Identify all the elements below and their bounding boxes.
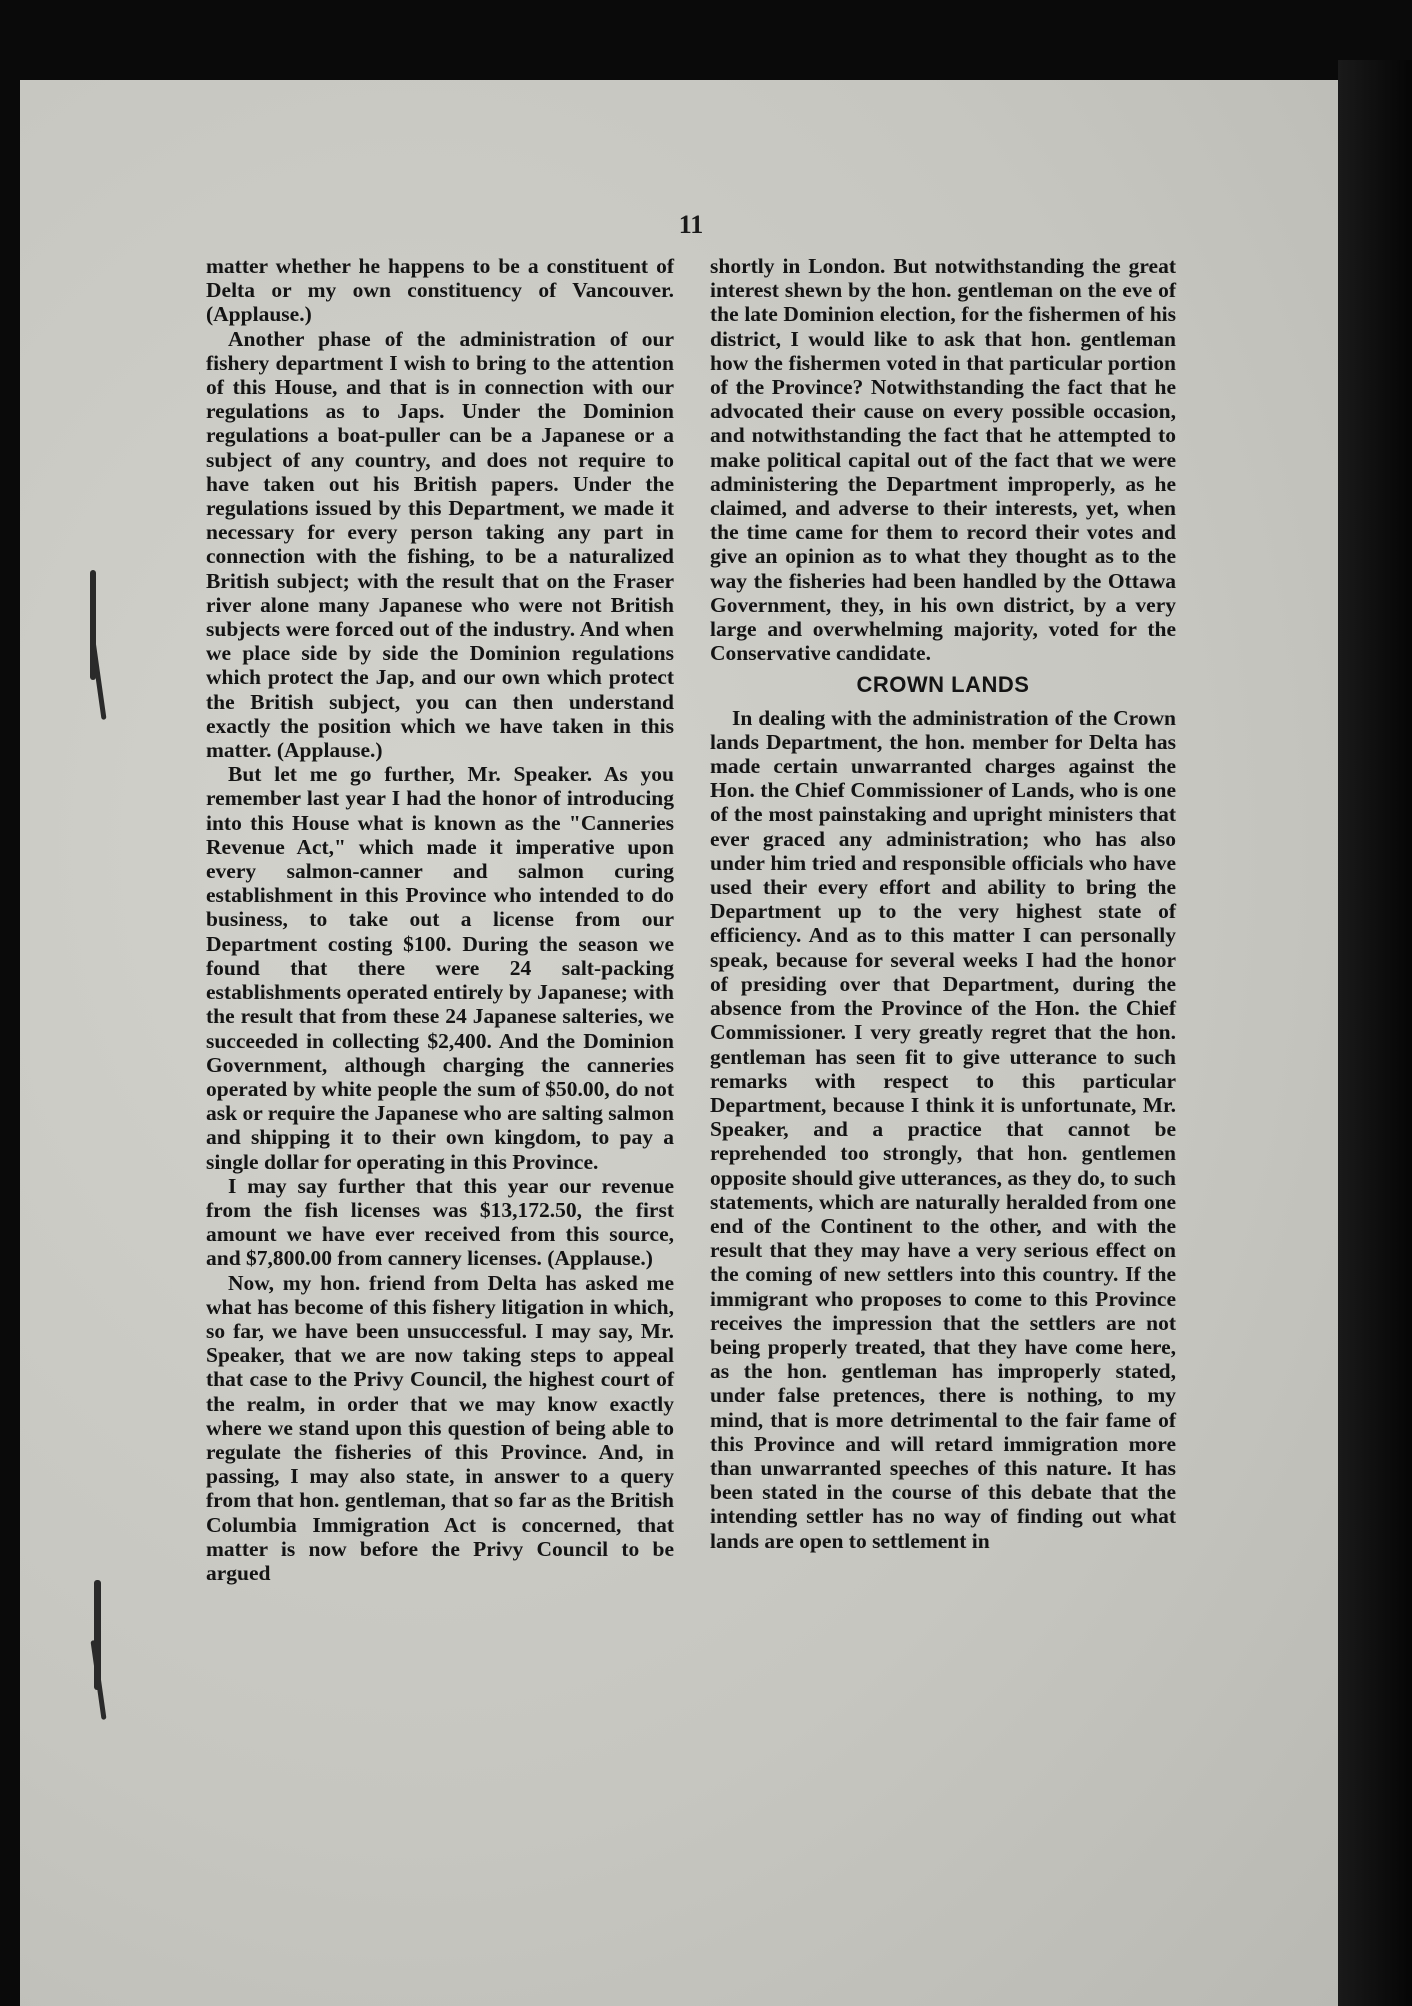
scan-edge-shadow xyxy=(1338,60,1412,2006)
left-column xyxy=(206,254,674,1585)
paragraph: matter whether he happens to be a constituent of Delta or my own constituency of Vancouver. (Applause.) xyxy=(206,254,674,327)
page-number: 11 xyxy=(678,210,704,239)
paragraph: In dealing with the administration of the Crown lands Department, the hon. member for Delta has made certain unwarranted charges against the Hon. the Chief Commissioner of Lands, who is one of the most painstaking and upright ministers that ever graced any administration; who has also under him tried and responsible officials who have used their every effort and ability to bring the Department up to the very highest state of efficiency. And as to this matter I can personally speak, because for several weeks I had the honor of presiding over that Department, during the absence from the Province of the Hon. the Chief Commissioner. I very greatly regret that the hon. gentleman has seen fit to give utterance to such remarks with respect to this particular Department, because I think it is unfortunate, Mr. Speaker, and a practice that cannot be reprehended too strongly, that hon. gentlemen opposite should give utterances, as they do, to such statements, which are naturally heralded from one end of the Continent to the other, and with the result that they may have a very serious effect on the coming of new settlers into this country. If the immigrant who proposes to come to this Province receives the impression that the settlers are not being properly treated, that they have come here, as the hon. gentleman has improperly stated, under false pretences, there is nothing, to my mind, that is more detrimental to the fair fame of this Province and will retard immigration more than unwarranted speeches of this nature. It has been stated in the course of this debate that the intending settler has no way of finding out what lands are open to settlement in xyxy=(710,705,1176,1553)
section-heading: CROWN LANDS xyxy=(856,672,1030,698)
paragraph: Another phase of the administration of our fishery department I wish to bring to the attention of this House, and that is in connection with our regulations as to Japs. Under the Dominion regulations a boat-puller can be a Japanese or a subject of any country, and does not require to have taken out his British papers. Under the regulations issued by this Department, we made it necessary for every person taking any part in connection with the fishing, to be a naturalized British subject; with the result that on the Fraser river alone many Japanese who were not British subjects were forced out of the industry. And when we place side by side the Dominion regulations which protect the Jap, and our own which protect the British subject, you can then understand exactly the position which we have taken in this matter. (Applause.) xyxy=(206,326,674,763)
paragraph: I may say further that this year our revenue from the fish licenses was $13,172.50, the first amount we have ever received from this source, and $7,800.00 from cannery licenses. (Applause.) xyxy=(206,1173,674,1271)
paragraph: shortly in London. But notwithstanding the great interest shewn by the hon. gentleman on the eve of the late Dominion election, for the fishermen of his district, I would like to ask that hon. gentleman how the fishermen voted in that particular portion of the Province? Notwithstanding the fact that he advocated their cause on every possible occasion, and notwithstanding the fact that he attempted to make political capital out of the fact that we were administering the Department improperly, as he claimed, and adverse to their interests, yet, when the time came for them to record their votes and give an opinion as to what they thought as to the way the fisheries had been handled by the Ottawa Government, they, in his own district, by a very large and overwhelming majority, voted for the Conservative candidate. xyxy=(710,254,1176,666)
paragraph: But let me go further, Mr. Speaker. As you remember last year I had the honor of introducing into this House what is known as the "Canneries Revenue Act," which made it imperative upon every salmon-canner and salmon curing establishment in this Province who intended to do business, to take out a license from our Department costing $100. During the season we found that there were 24 salt-packing establishments operated entirely by Japanese; with the result that from these 24 Japanese salteries, we succeeded in collecting $2,400. And the Dominion Government, although charging the canneries operated by white people the sum of $50.00, do not ask or require the Japanese who are salting salmon and shipping it to their own kingdom, to pay a single dollar for operating in this Province. xyxy=(206,762,674,1174)
right-column xyxy=(710,254,1176,1553)
paragraph: Now, my hon. friend from Delta has asked me what has become of this fishery litigation in which, so far, we have been unsuccessful. I may say, Mr. Speaker, that we are now taking steps to appeal that case to the Privy Council, the highest court of the realm, in order that we may know exactly where we stand upon this question of being able to regulate the fisheries of this Province. And, in passing, I may also state, in answer to a query from that hon. gentleman, that so far as the British Columbia Immigration Act is concerned, that matter is now before the Privy Council to be argued xyxy=(206,1270,674,1585)
